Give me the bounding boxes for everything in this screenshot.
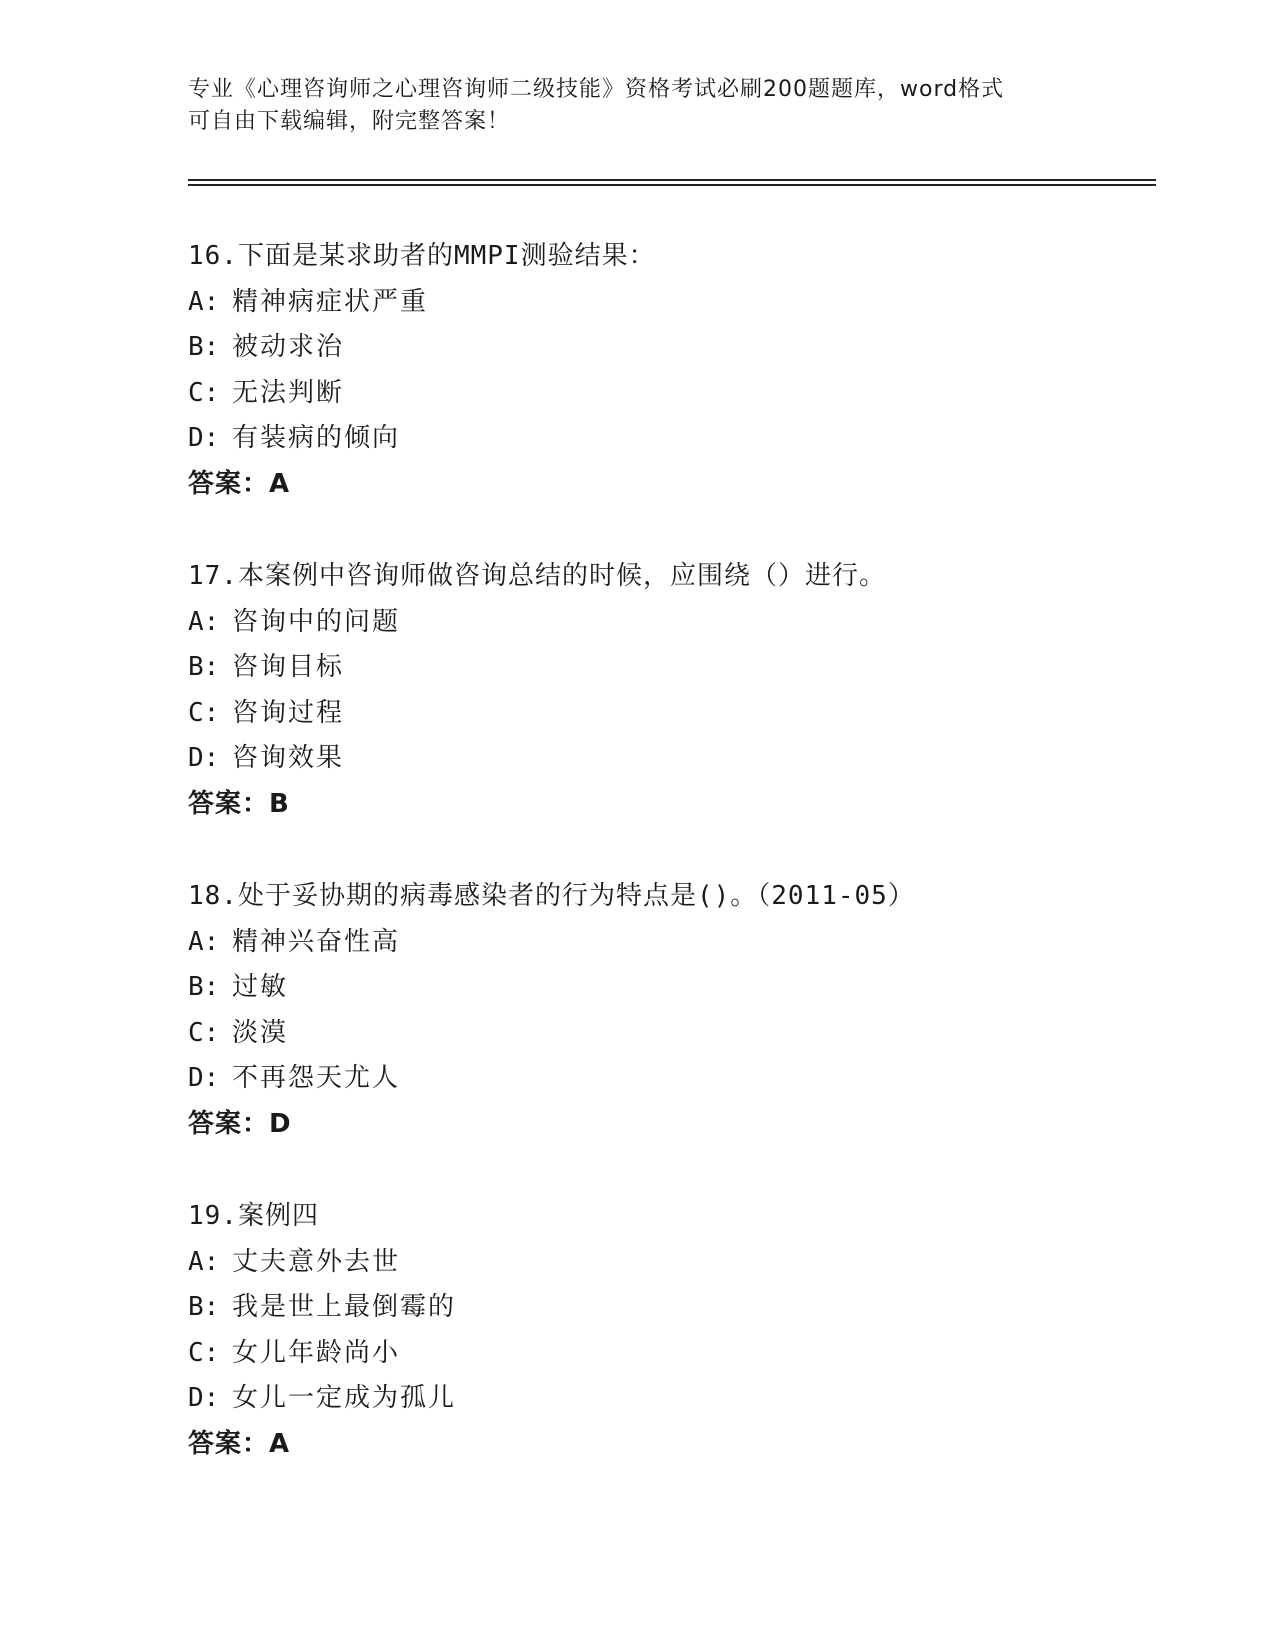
option-text: 有装病的倾向 bbox=[232, 423, 401, 453]
answer-line: 答案：A bbox=[188, 468, 291, 499]
option-letter: C: bbox=[188, 1337, 220, 1368]
option-text: 精神兴奋性高 bbox=[232, 926, 401, 957]
header-line-1: 专业《心理咨询师之心理咨询师二级技能》资格考试必刷200题题库，word格式 bbox=[188, 77, 1005, 102]
question-18 bbox=[188, 874, 1148, 1194]
option-text: 被动求治 bbox=[232, 332, 345, 362]
option-text: 丈夫意外去世 bbox=[232, 1246, 401, 1277]
option-text: 我是世上最倒霉的 bbox=[232, 1292, 457, 1322]
answer-line: 答案：B bbox=[188, 788, 290, 819]
question-title: 17.本案例中咨询师做咨询总结的时候，应围绕（）进行。 bbox=[188, 561, 886, 591]
question-17 bbox=[188, 554, 1148, 874]
question-list bbox=[188, 234, 1148, 1514]
option-b bbox=[188, 1285, 1148, 1331]
option-c bbox=[188, 691, 1148, 737]
question-16 bbox=[188, 234, 1148, 554]
option-letter: A: bbox=[188, 286, 220, 317]
option-c bbox=[188, 1331, 1148, 1377]
option-a bbox=[188, 920, 1148, 966]
option-letter: A: bbox=[188, 1246, 220, 1277]
option-b bbox=[188, 645, 1148, 691]
option-b bbox=[188, 325, 1148, 371]
header-rule-bottom bbox=[188, 184, 1156, 186]
option-text: 咨询过程 bbox=[232, 697, 345, 728]
option-text: 女儿一定成为孤儿 bbox=[232, 1383, 457, 1413]
option-text: 咨询中的问题 bbox=[232, 606, 401, 637]
option-letter: B: bbox=[188, 972, 220, 1002]
header-rule-top bbox=[188, 179, 1156, 181]
option-text: 过敏 bbox=[232, 972, 289, 1002]
option-letter: A: bbox=[188, 926, 220, 957]
question-19 bbox=[188, 1194, 1148, 1514]
option-text: 咨询目标 bbox=[232, 652, 345, 682]
option-letter: B: bbox=[188, 652, 220, 682]
option-text: 淡漠 bbox=[232, 1017, 289, 1048]
option-letter: D: bbox=[188, 1063, 220, 1093]
option-d bbox=[188, 416, 1148, 462]
option-text: 咨询效果 bbox=[232, 743, 345, 773]
header-line-2: 可自由下载编辑，附完整答案！ bbox=[188, 109, 511, 134]
option-letter: D: bbox=[188, 1383, 220, 1413]
answer-line: 答案：A bbox=[188, 1428, 291, 1459]
option-letter: B: bbox=[188, 1292, 220, 1322]
question-title: 16.下面是某求助者的MMPI测验结果： bbox=[188, 241, 656, 271]
option-d bbox=[188, 1376, 1148, 1422]
option-letter: C: bbox=[188, 697, 220, 728]
option-text: 不再怨天尤人 bbox=[232, 1063, 401, 1093]
question-title: 18.处于妥协期的病毒感染者的行为特点是()。（2011-05） bbox=[188, 881, 915, 911]
option-letter: D: bbox=[188, 743, 220, 773]
option-letter: C: bbox=[188, 377, 220, 408]
option-d bbox=[188, 736, 1148, 782]
option-a bbox=[188, 600, 1148, 646]
option-c bbox=[188, 371, 1148, 417]
question-title: 19.案例四 bbox=[188, 1201, 319, 1231]
option-letter: B: bbox=[188, 332, 220, 362]
option-c bbox=[188, 1011, 1148, 1057]
option-letter: C: bbox=[188, 1017, 220, 1048]
option-text: 女儿年龄尚小 bbox=[232, 1337, 401, 1368]
option-d bbox=[188, 1056, 1148, 1102]
answer-line: 答案：D bbox=[188, 1108, 292, 1139]
option-a bbox=[188, 280, 1148, 326]
document-header bbox=[188, 74, 1088, 138]
option-letter: A: bbox=[188, 606, 220, 637]
option-letter: D: bbox=[188, 423, 220, 453]
option-text: 无法判断 bbox=[232, 377, 345, 408]
option-a bbox=[188, 1240, 1148, 1286]
option-text: 精神病症状严重 bbox=[232, 286, 429, 317]
option-b bbox=[188, 965, 1148, 1011]
